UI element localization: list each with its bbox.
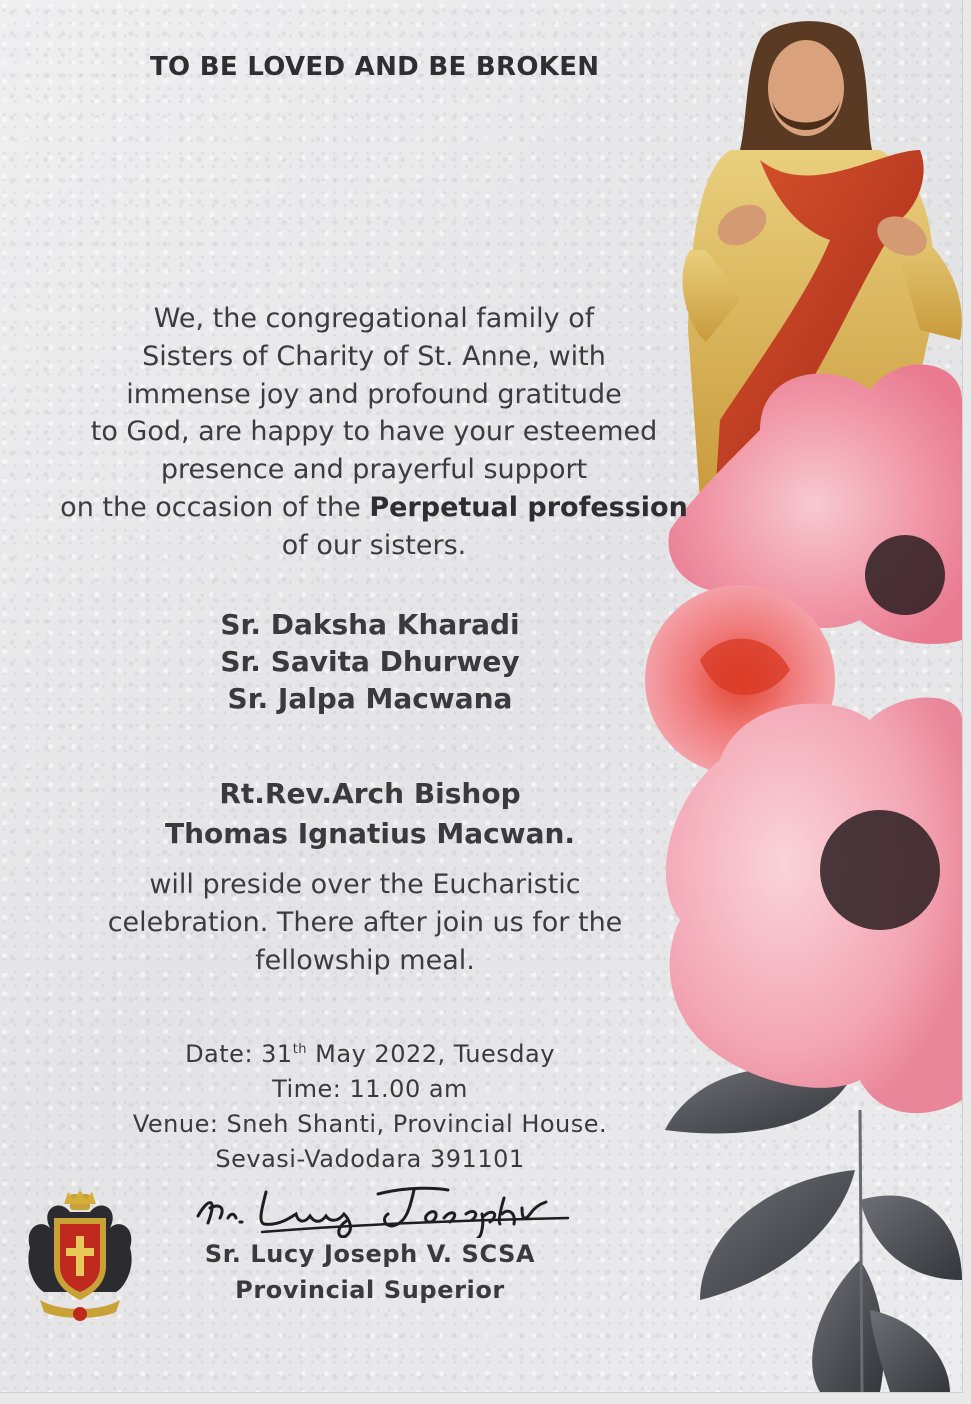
- date-prefix: Date: 31: [185, 1040, 293, 1068]
- signatory-name: Sr. Lucy Joseph V. SCSA: [204, 1240, 536, 1268]
- intro-line: We, the congregational family of: [153, 303, 595, 334]
- congregation-crest: [20, 1188, 140, 1328]
- sister-name: Sr. Jalpa Macwana: [227, 682, 513, 715]
- occasion-highlight: Perpetual profession: [369, 491, 688, 523]
- celebrant-name: Thomas Ignatius Macwan.: [164, 817, 576, 850]
- event-date: [0, 1032, 740, 1072]
- event-address: Sevasi-Vadodara 391101: [215, 1145, 525, 1173]
- preside-line: fellowship meal.: [255, 945, 475, 976]
- intro-line: presence and prayerful support: [160, 454, 588, 486]
- signatory-role: Provincial Superior: [235, 1276, 505, 1304]
- preside-text: [0, 866, 730, 980]
- event-venue: Venue: Sneh Shanti, Provincial House.: [132, 1110, 608, 1138]
- intro-line: immense joy and profound gratitude: [126, 378, 622, 410]
- invitation-intro: [10, 300, 738, 565]
- intro-line: Sisters of Charity of St. Anne, with: [142, 340, 606, 372]
- occasion-prefix: on the occasion of the: [60, 491, 370, 523]
- celebrant-title: Rt.Rev.Arch Bishop: [219, 777, 521, 810]
- celebrant: [0, 774, 740, 854]
- sisters-list: [0, 606, 740, 717]
- intro-line: to God, are happy to have your esteemed: [90, 416, 658, 448]
- event-time: Time: 11.00 am: [272, 1075, 468, 1103]
- date-suffix-sup: th: [292, 1042, 308, 1057]
- date-rest: May 2022, Tuesday: [307, 1040, 555, 1068]
- occasion-line: [10, 489, 738, 527]
- preside-line: will preside over the Eucharistic: [149, 869, 581, 900]
- intro-line: of our sisters.: [281, 529, 467, 561]
- sister-name: Sr. Savita Dhurwey: [220, 645, 520, 678]
- sister-name: Sr. Daksha Kharadi: [220, 608, 520, 641]
- event-details: [0, 1032, 740, 1177]
- page-title: TO BE LOVED AND BE BROKEN: [150, 52, 600, 82]
- handwritten-signature: [178, 1178, 578, 1238]
- preside-line: celebration. There after join us for the: [107, 907, 623, 938]
